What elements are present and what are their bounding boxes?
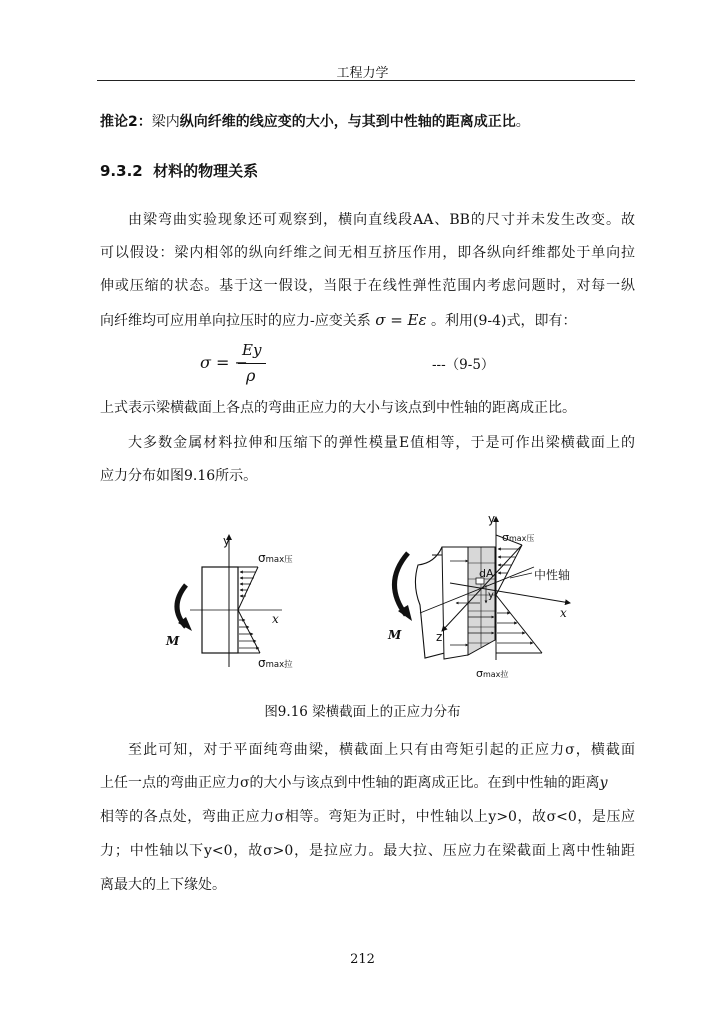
left-sigma-bottom: σmax拉 [258, 656, 293, 670]
right-x-label: x [560, 606, 567, 620]
equation-label: ---（9-5） [432, 357, 495, 373]
right-z-label: z [436, 630, 443, 644]
neutral-axis-label: 中性轴 [534, 568, 571, 582]
paragraph4-line2 [100, 773, 635, 793]
left-diagram [165, 534, 293, 670]
paragraph4-line5: 离最大的上下缘处。 [100, 877, 226, 893]
page-number: 212 [350, 952, 375, 967]
right-y-label: y [488, 512, 496, 526]
equation-denominator: ρ [246, 366, 256, 385]
figure-caption: 图9.16 梁横截面上的正应力分布 [264, 704, 461, 720]
corollary-text-plain: 梁内 [151, 114, 180, 130]
paragraph4-line4: 力；中性轴以下y<0，故σ>0，是拉应力。最大拉、压应力在梁截面上离中性轴距 [100, 843, 635, 859]
paragraph3-line1: 大多数金属材料拉伸和压缩下的弹性模量E值相等，于是可作出梁横截面上的 [128, 435, 635, 451]
paragraph4-line2-a: 上任一点的弯曲正应力σ的大小与该点到中性轴的距离成正比。在到中性轴的距离 [100, 775, 600, 791]
left-sigma-top: σmax压 [258, 551, 293, 565]
corollary-end: 。 [515, 114, 530, 130]
paragraph4-line3: 相等的各点处，弯曲正应力σ相等。弯矩为正时，中性轴以上y>0，故σ<0，是压应 [100, 809, 635, 825]
equation-numerator: Ey [242, 341, 262, 359]
left-moment-label: M [166, 634, 180, 648]
paragraph1-line2: 可以假设：梁内相邻的纵向纤维之间无相互挤压作用，即各纵向纤维都处于单向拉 [100, 245, 635, 261]
right-dA-label: dA [479, 567, 494, 580]
corollary-text-bold: 纵向纤维的线应变的大小，与其到中性轴的距离成正比 [179, 114, 516, 130]
right-top-slope [496, 545, 522, 595]
paragraph1-line4-a: 向纤维均可应用单向拉压时的应力-应变关系 [100, 313, 371, 329]
equation-9-5 [160, 343, 630, 388]
left-y-label: y [223, 534, 231, 548]
right-sigma-top: σmax压 [502, 531, 535, 544]
right-sigma-bottom: σmax拉 [476, 667, 509, 680]
right-moment-label: M [388, 628, 402, 642]
section-number: 9.3.2 [100, 162, 143, 180]
paragraph1-line4 [100, 310, 635, 331]
page-header-title: 工程力学 [336, 66, 389, 81]
paragraph4-line1: 至此可知，对于平面纯弯曲梁，横截面上只有由弯矩引起的正应力σ，横截面 [128, 742, 635, 758]
corollary-label: 推论2： [100, 114, 152, 130]
fraction-bar [238, 363, 266, 364]
left-tension-arrows [239, 620, 259, 648]
paragraph1-line4-b: 。利用(9-4)式，即有： [430, 313, 577, 329]
stress-strain-equation: σ = Eε [375, 311, 427, 329]
equation-lhs: σ = − [200, 353, 248, 372]
left-top-slope [238, 567, 258, 610]
left-x-label: x [272, 612, 279, 626]
corollary [100, 112, 635, 132]
right-diagram [387, 512, 570, 680]
header-rule [97, 80, 635, 81]
right-y-distance-label: y [488, 590, 494, 601]
section-title: 材料的物理关系 [153, 162, 259, 180]
paragraph2-line1: 上式表示梁横截面上各点的弯曲正应力的大小与该点到中性轴的距离成正比。 [100, 400, 576, 416]
figure-9-16 [150, 505, 580, 690]
paragraph4-line2-y: y [599, 775, 608, 791]
paragraph1-line1: 由梁弯曲实验现象还可观察到，横向直线段AA、BB的尺寸并未发生改变。故 [128, 212, 635, 228]
left-bottom-slope [238, 610, 260, 653]
right-bottom-slope [496, 595, 542, 653]
paragraph1-line3: 伸或压缩的状态。基于这一假设，当限于在线性弹性范围内考虑问题时，对每一纵 [100, 278, 635, 294]
paragraph3-line2: 应力分布如图9.16所示。 [100, 468, 258, 484]
right-tension-arrows [497, 613, 533, 643]
section-heading [100, 161, 635, 181]
right-moment-arc [394, 553, 408, 615]
